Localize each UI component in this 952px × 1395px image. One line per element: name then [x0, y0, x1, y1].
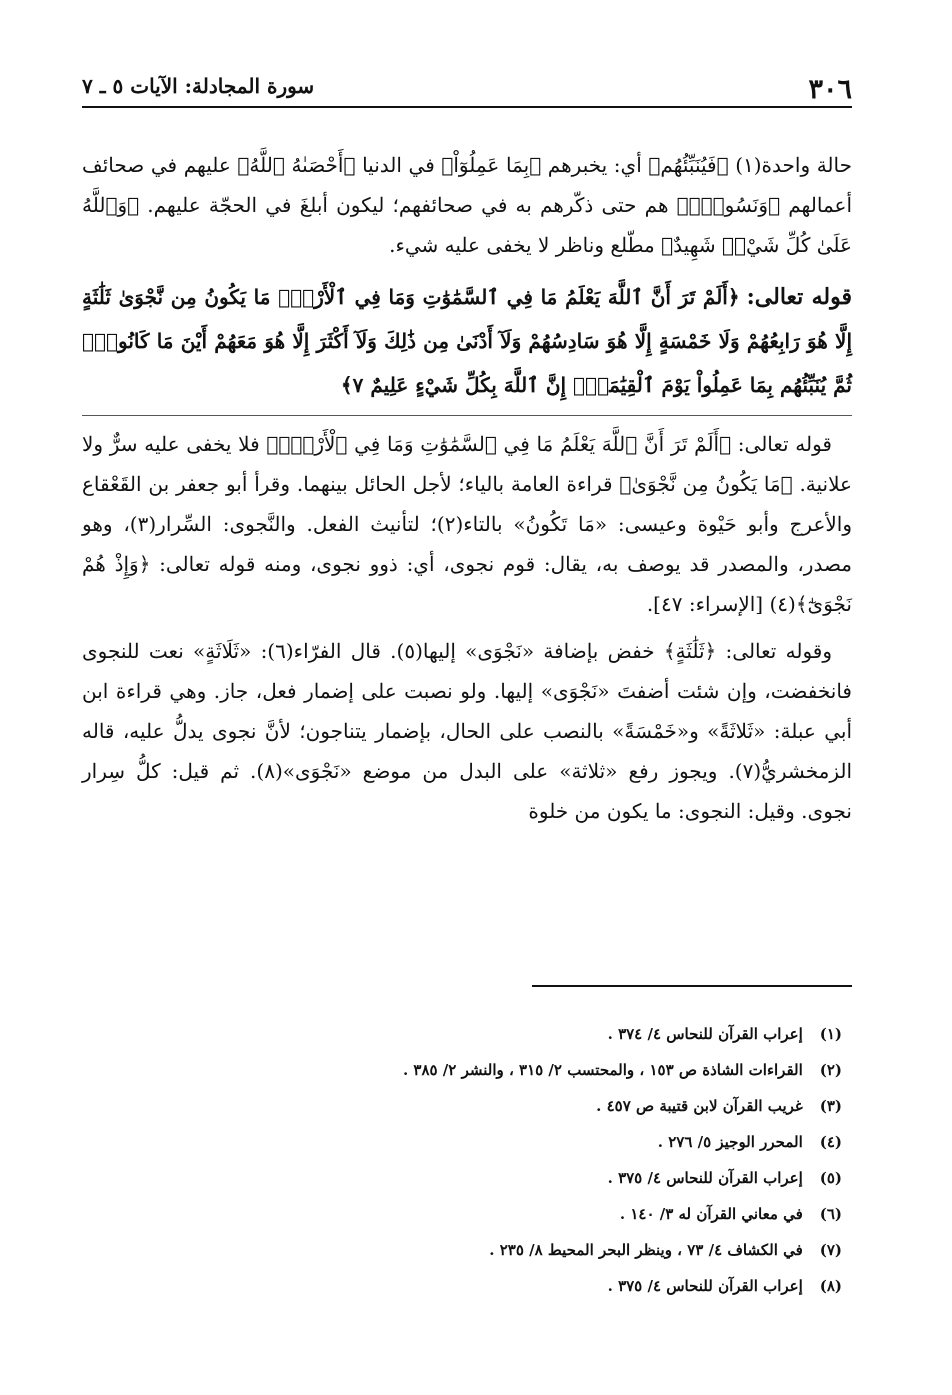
verse-heading: قوله تعالى:	[746, 284, 853, 310]
footnote-text: غريب القرآن لابن قتيبة ص ٤٥٧ .	[596, 1097, 803, 1115]
footnote-text: إعراب القرآن للنحاس ٤/ ٣٧٤ .	[607, 1025, 803, 1043]
footnote	[102, 1052, 842, 1088]
footnote	[102, 1268, 842, 1304]
commentary-paragraph-1: قوله تعالى: ﴿أَلَمْ تَرَ أَنَّ ٱللَّهَ يَعْلَمُ مَا فِي ٱلسَّمَٰوَٰتِ وَمَا فِي ٱلْأَرْضِۖ﴾ فلا يخفى عليه سرٌّ ولا علانية. ﴿مَا يَكُونُ مِن نَّجْوَىٰ﴾ قراءة العامة بالياء؛ لأجل الحائل بينهما. وقرأ أبو جعفر بن القَعْقاع والأعرج وأبو حَيْوة وعيسى: «مَا تَكُونُ» بالتاء(٢)؛ لتأنيث الفعل. والنَّجوى: السِّرار(٣)، وهو مصدر، والمصدر قد يوصف به، يقال: قوم نجوى، أي: ذوو نجوى، ومنه قوله تعالى: ﴿وَإِذْ هُمْ نَجْوَىٰٓ﴾(٤) [الإسراء: ٤٧].	[82, 432, 853, 616]
running-title: سورة المجادلة: الآيات ٥ ـ ٧	[82, 74, 315, 98]
footnote-text: إعراب القرآن للنحاس ٤/ ٣٧٥ .	[607, 1277, 803, 1295]
footnote-number: (٥)	[819, 1169, 842, 1187]
verse-text: ﴿أَلَمْ تَرَ أَنَّ ٱللَّهَ يَعْلَمُ مَا فِي ٱلسَّمَٰوَٰتِ وَمَا فِي ٱلْأَرْضِۖ مَا يَكُونُ مِن نَّجْوَىٰ ثَلَٰثَةٍ إِلَّا هُوَ رَابِعُهُمْ وَلَا خَمْسَةٍ إِلَّا هُوَ سَادِسُهُمْ وَلَآ أَدْنَىٰ مِن ذَٰلِكَ وَلَآ أَكْثَرَ إِلَّا هُوَ مَعَهُمْ أَيْنَ مَا كَانُواْۖ ثُمَّ يُنَبِّئُهُم بِمَا عَمِلُواْ يَوْمَ ٱلْقِيَٰمَةِۚ إِنَّ ٱللَّهَ بِكُلِّ شَيْءٍ عَلِيمٌ ٧﴾	[82, 285, 852, 397]
footnote-number: (٤)	[819, 1133, 842, 1151]
verse-block	[82, 275, 852, 416]
page-number: ٣٠٦	[808, 74, 852, 105]
footnote-text: في الكشاف ٤/ ٧٣ ، وينظر البحر المحيط ٨/ ٢٣٥ .	[489, 1241, 803, 1259]
footnote	[102, 1196, 842, 1232]
footnote	[102, 1016, 842, 1052]
commentary-paragraph-2: وقوله تعالى: ﴿ثَلَٰثَةٍ﴾ خفض بإضافة «نَجْوَى» إليها(٥). قال الفرّاء(٦): «ثَلَاثَةٍ» نعت للنجوى فانخفضت، وإن شئت أضفتَ «نَجْوَى» إليها. ولو نصبت على إضمار فعل، جاز. وهي قراءة ابن أبي عبلة: «ثَلاثَةً» و«خَمْسَةً» بالنصب على الحال، بإضمار يتناجون؛ لأنَّ نجوى يدلُّ عليه، قاله الزمخشريُّ(٧). ويجوز رفع «ثلاثة» على البدل من موضع «نَجْوَى»(٨). ثم قيل: كلُّ سِرار نجوى. وقيل: النجوى: ما يكون من خلوة	[82, 639, 853, 823]
paragraph-intro: حالة واحدة(١) ﴿فَيُنَبِّئُهُم﴾ أي: يخبرهم ﴿بِمَا عَمِلُوٓاْ﴾ في الدنيا ﴿أَحْصَىٰهُ ٱللَّهُ﴾ عليهم في صحائف أعمالهم ﴿وَنَسُوهُۚ﴾ هم حتى ذكّرهم به في صحائفهم؛ ليكون أبلغَ في الحجّة عليهم. ﴿وَٱللَّهُ عَلَىٰ كُلِّ شَيْءٖ شَهِيدٌ﴾ مطّلع وناظر لا يخفى عليه شيء.	[82, 153, 852, 257]
footnote	[102, 1160, 842, 1196]
footnote-text: المحرر الوجيز ٥/ ٢٧٦ .	[657, 1133, 803, 1151]
footnote-number: (٧)	[819, 1241, 842, 1259]
footnote	[102, 1124, 842, 1160]
page-header	[82, 66, 852, 108]
footnote-number: (٦)	[819, 1205, 842, 1223]
footnote-list	[102, 1016, 842, 1304]
footnote	[102, 1232, 842, 1268]
footnote-text: القراءات الشاذة ص ١٥٣ ، والمحتسب ٢/ ٣١٥ ، والنشر ٢/ ٣٨٥ .	[402, 1061, 803, 1079]
footnote-number: (٨)	[819, 1277, 842, 1295]
footnote-number: (٣)	[819, 1097, 842, 1115]
main-text	[82, 145, 852, 838]
footnote-text: في معاني القرآن له ٣/ ١٤٠ .	[619, 1205, 803, 1223]
footnote-number: (١)	[819, 1025, 842, 1043]
footnote	[102, 1088, 842, 1124]
footnote-text: إعراب القرآن للنحاس ٤/ ٣٧٥ .	[607, 1169, 803, 1187]
footnote-number: (٢)	[819, 1061, 842, 1079]
footnote-separator	[532, 985, 852, 987]
